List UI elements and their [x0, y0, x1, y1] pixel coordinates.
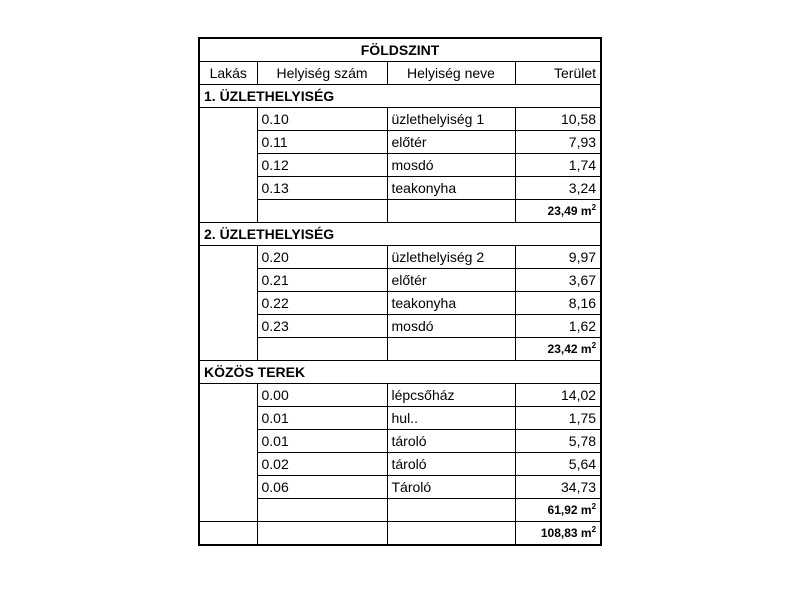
- room-name: előtér: [387, 131, 515, 154]
- room-name: előtér: [387, 269, 515, 292]
- lakas-cell: [199, 476, 257, 499]
- lakas-cell: [199, 292, 257, 315]
- section-title: 2. ÜZLETHELYISÉG: [199, 223, 601, 246]
- section-subtotal: [515, 200, 601, 223]
- room-number: 0.20: [257, 246, 387, 269]
- section-subtotal-value: 23,42 m: [547, 341, 592, 356]
- room-name: lépcsőház: [387, 384, 515, 407]
- section-title: KÖZÖS TEREK: [199, 361, 601, 384]
- lakas-cell: [199, 177, 257, 200]
- table-row: [199, 384, 601, 407]
- empty-cell: [387, 522, 515, 546]
- room-name: tároló: [387, 453, 515, 476]
- lakas-cell: [199, 453, 257, 476]
- column-header-lakas: Lakás: [199, 62, 257, 85]
- room-area: 8,16: [515, 292, 601, 315]
- subtotal-row: [199, 338, 601, 361]
- header-row: [199, 62, 601, 85]
- room-area: 5,78: [515, 430, 601, 453]
- room-area: 7,93: [515, 131, 601, 154]
- section-header-row: [199, 361, 601, 384]
- room-name: Tároló: [387, 476, 515, 499]
- lakas-cell: [199, 430, 257, 453]
- lakas-cell: [199, 269, 257, 292]
- room-area: 9,97: [515, 246, 601, 269]
- room-number: 0.12: [257, 154, 387, 177]
- area-unit-exponent: 2: [591, 501, 597, 511]
- column-header-helyiseg-neve: Helyiség neve: [387, 62, 515, 85]
- room-name: üzlethelyiség 1: [387, 108, 515, 131]
- room-name: mosdó: [387, 154, 515, 177]
- empty-cell: [257, 200, 387, 223]
- empty-cell: [257, 499, 387, 522]
- empty-cell: [257, 522, 387, 546]
- section-title: 1. ÜZLETHELYISÉG: [199, 85, 601, 108]
- area-unit-exponent: 2: [591, 202, 597, 212]
- area-unit-exponent: 2: [591, 340, 597, 350]
- table-row: [199, 177, 601, 200]
- table-row: [199, 131, 601, 154]
- subtotal-row: [199, 200, 601, 223]
- empty-cell: [199, 522, 257, 546]
- lakas-cell: [199, 200, 257, 223]
- room-area: 1,62: [515, 315, 601, 338]
- room-area: 1,75: [515, 407, 601, 430]
- room-number: 0.02: [257, 453, 387, 476]
- section-subtotal: [515, 338, 601, 361]
- room-name: üzlethelyiség 2: [387, 246, 515, 269]
- table-row: [199, 292, 601, 315]
- empty-cell: [387, 338, 515, 361]
- section-header-row: [199, 223, 601, 246]
- lakas-cell: [199, 108, 257, 131]
- empty-cell: [387, 499, 515, 522]
- grand-total-row: [199, 522, 601, 546]
- room-area: 14,02: [515, 384, 601, 407]
- table-row: [199, 453, 601, 476]
- lakas-cell: [199, 499, 257, 522]
- room-name: teakonyha: [387, 177, 515, 200]
- room-number: 0.21: [257, 269, 387, 292]
- room-number: 0.06: [257, 476, 387, 499]
- lakas-cell: [199, 246, 257, 269]
- room-number: 0.10: [257, 108, 387, 131]
- room-number: 0.11: [257, 131, 387, 154]
- table-row: [199, 246, 601, 269]
- area-table-body: [199, 38, 601, 545]
- room-name: tároló: [387, 430, 515, 453]
- lakas-cell: [199, 154, 257, 177]
- section-subtotal-value: 61,92 m: [547, 502, 592, 517]
- grand-total: [515, 522, 601, 546]
- room-area: 34,73: [515, 476, 601, 499]
- empty-cell: [387, 200, 515, 223]
- section-subtotal-value: 23,49 m: [547, 203, 592, 218]
- lakas-cell: [199, 315, 257, 338]
- room-number: 0.22: [257, 292, 387, 315]
- room-number: 0.01: [257, 430, 387, 453]
- column-header-helyiseg-szam: Helyiség szám: [257, 62, 387, 85]
- table-row: [199, 154, 601, 177]
- room-area: 3,67: [515, 269, 601, 292]
- section-subtotal: [515, 499, 601, 522]
- empty-cell: [257, 338, 387, 361]
- table-title: FÖLDSZINT: [199, 38, 601, 62]
- room-area: 5,64: [515, 453, 601, 476]
- section-header-row: [199, 85, 601, 108]
- lakas-cell: [199, 384, 257, 407]
- room-area: 3,24: [515, 177, 601, 200]
- subtotal-row: [199, 499, 601, 522]
- lakas-cell: [199, 131, 257, 154]
- table-row: [199, 430, 601, 453]
- room-number: 0.23: [257, 315, 387, 338]
- table-row: [199, 269, 601, 292]
- table-row: [199, 476, 601, 499]
- room-name: teakonyha: [387, 292, 515, 315]
- room-area: 10,58: [515, 108, 601, 131]
- room-area: 1,74: [515, 154, 601, 177]
- area-table: [198, 37, 602, 546]
- table-row: [199, 315, 601, 338]
- room-number: 0.00: [257, 384, 387, 407]
- lakas-cell: [199, 407, 257, 430]
- title-row: [199, 38, 601, 62]
- room-name: mosdó: [387, 315, 515, 338]
- column-header-terulet: Terület: [515, 62, 601, 85]
- room-number: 0.01: [257, 407, 387, 430]
- lakas-cell: [199, 338, 257, 361]
- table-row: [199, 108, 601, 131]
- room-number: 0.13: [257, 177, 387, 200]
- area-unit-exponent: 2: [591, 524, 597, 534]
- room-name: hul..: [387, 407, 515, 430]
- grand-total-value: 108,83 m: [540, 525, 592, 540]
- table-row: [199, 407, 601, 430]
